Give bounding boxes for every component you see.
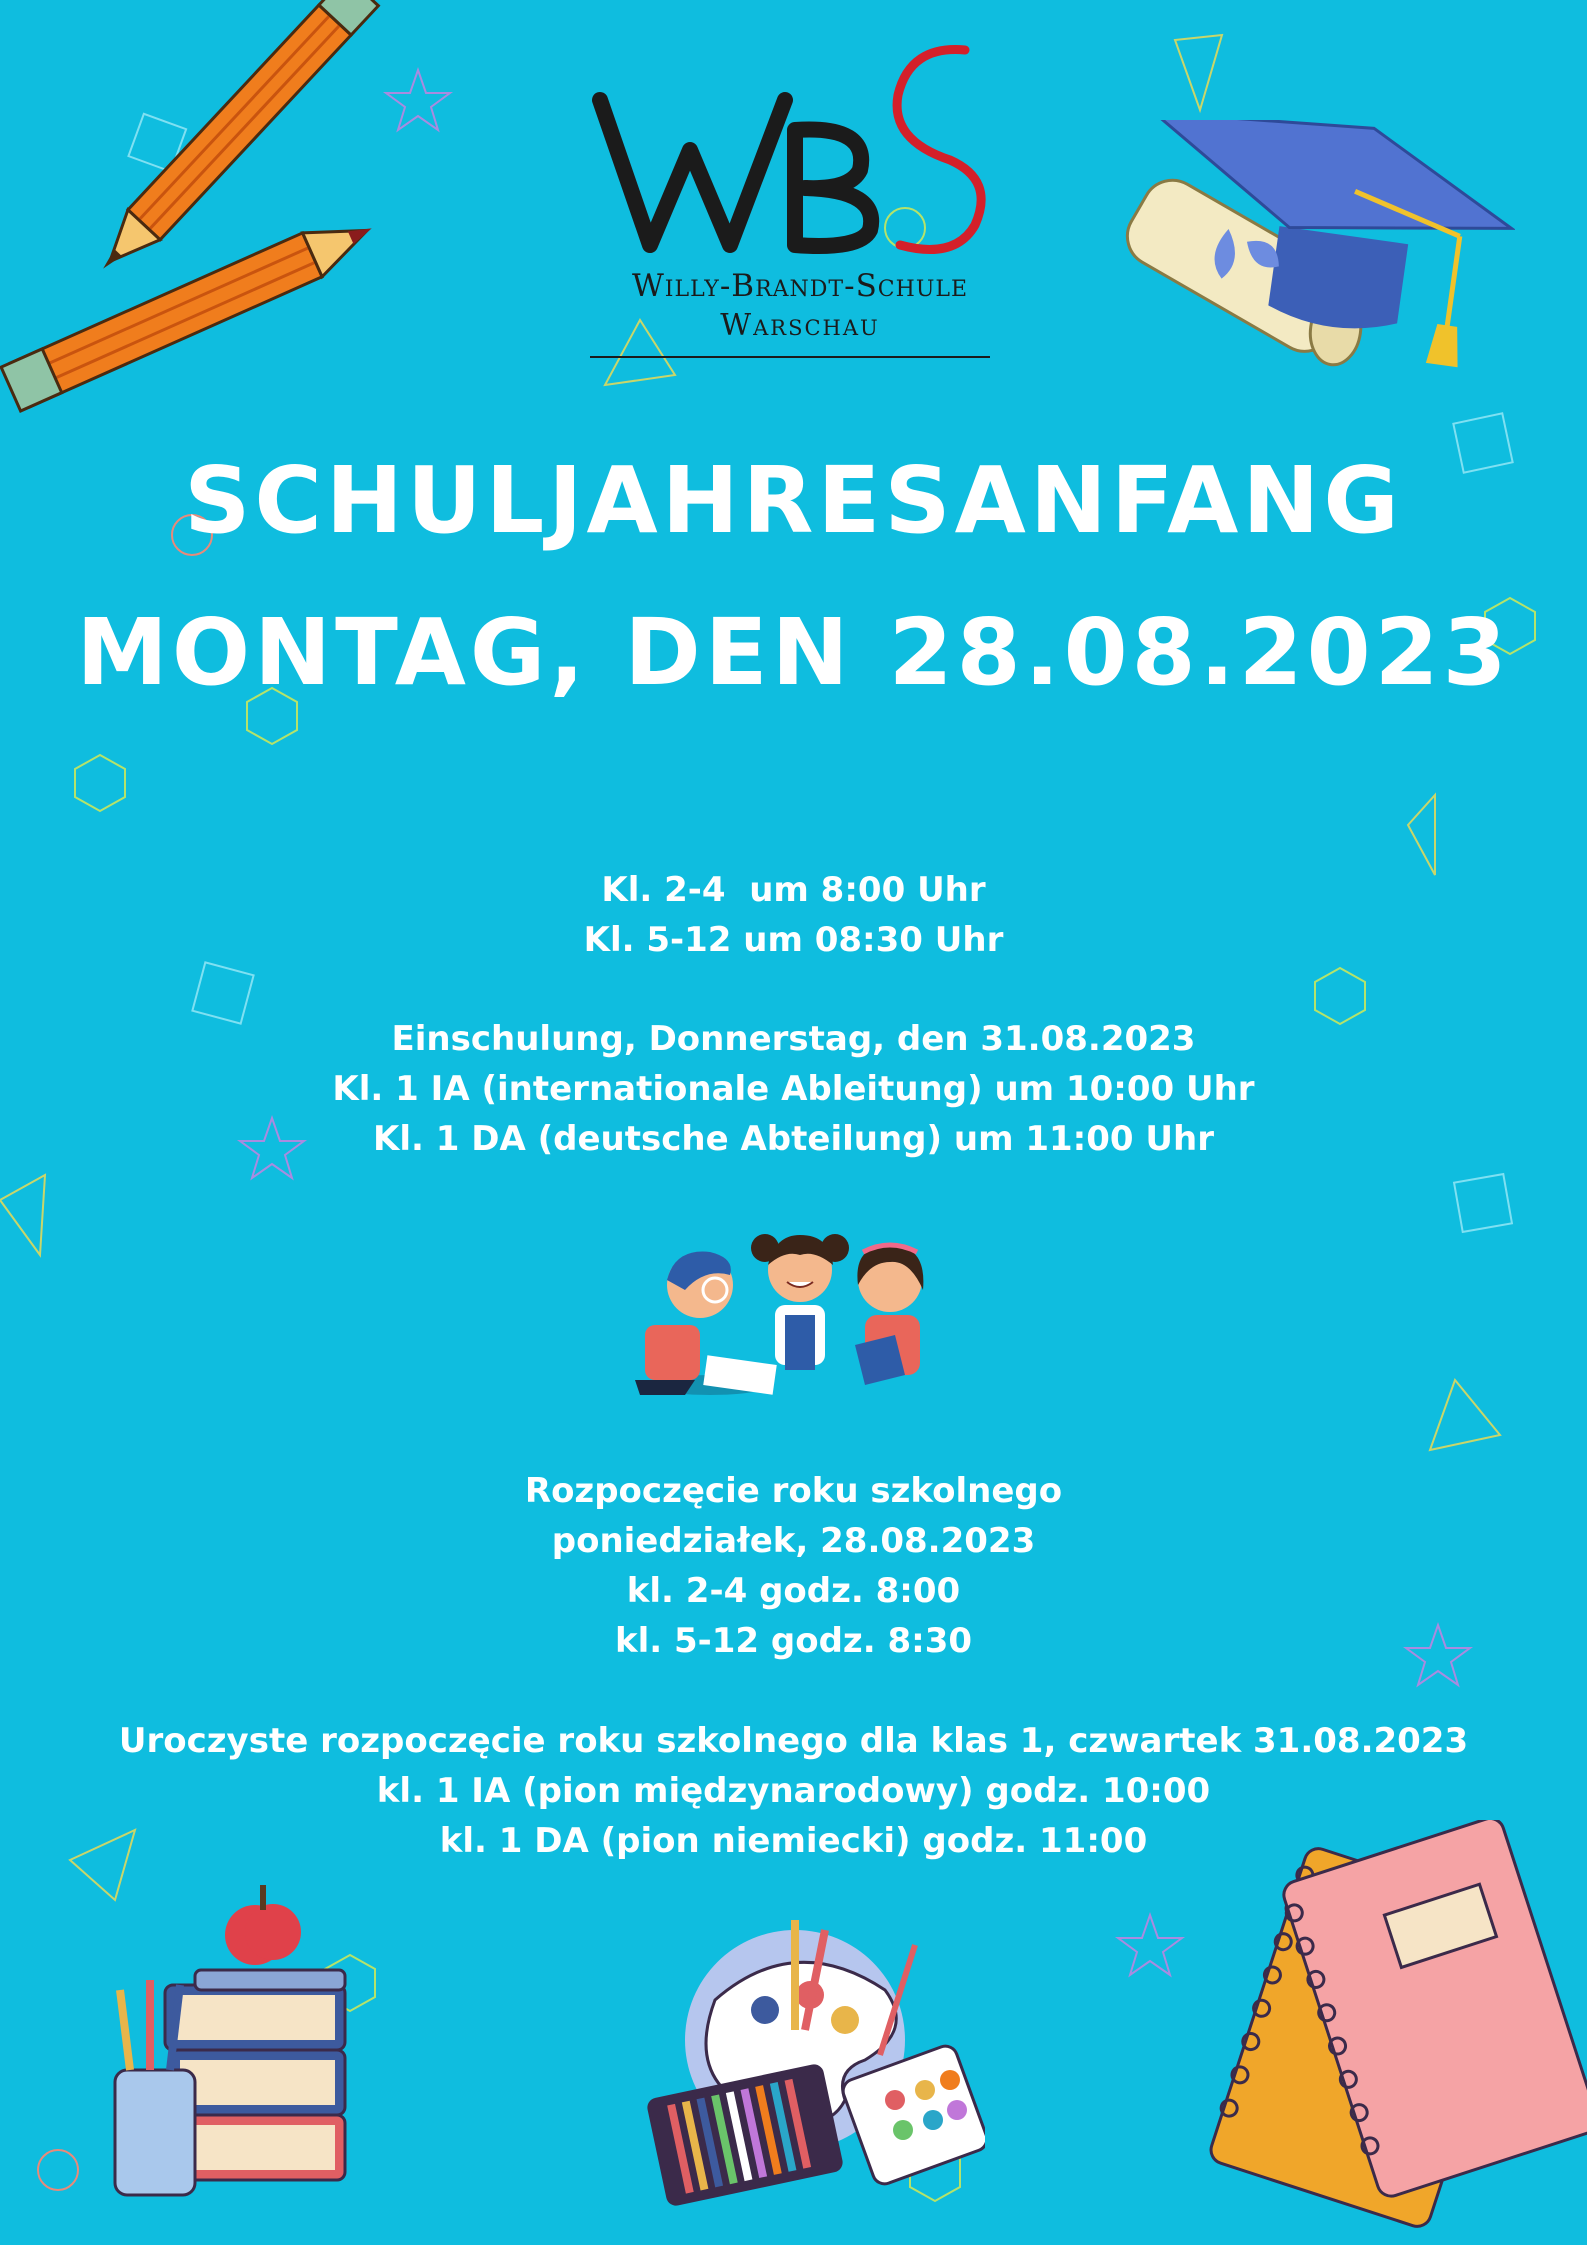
children-illustration bbox=[625, 1230, 945, 1400]
wbs-monogram-icon bbox=[580, 40, 1020, 270]
circle-outline-icon bbox=[38, 2150, 78, 2190]
logo-school-name: Willy-Brandt-Schule bbox=[631, 268, 969, 304]
german-times-block bbox=[0, 865, 1587, 965]
polish-ceremony-line: kl. 1 DA (pion niemiecki) godz. 11:00 bbox=[439, 1821, 1148, 1861]
german-enrollment-block bbox=[0, 1014, 1587, 1164]
german-time-line: Kl. 5-12 um 08:30 Uhr bbox=[583, 920, 1004, 960]
triangle-outline-icon bbox=[1430, 1380, 1500, 1450]
logo-city: Warschau bbox=[720, 308, 880, 343]
pencils-illustration bbox=[0, 0, 420, 430]
triangle-outline-icon bbox=[0, 1175, 45, 1255]
german-enrollment-line: Einschulung, Donnerstag, den 31.08.2023 bbox=[391, 1019, 1196, 1059]
school-logo bbox=[580, 40, 1020, 370]
polish-start-line: poniedziałek, 28.08.2023 bbox=[551, 1521, 1036, 1561]
headline-title: SCHULJAHRESANFANG bbox=[184, 447, 1403, 554]
polish-start-line: kl. 2-4 godz. 8:00 bbox=[626, 1571, 961, 1611]
logo-underline bbox=[590, 356, 990, 358]
polish-ceremony-line: kl. 1 IA (pion międzynarodowy) godz. 10:00 bbox=[376, 1771, 1211, 1811]
headline-date: MONTAG, DEN 28.08.2023 bbox=[76, 599, 1511, 706]
star-outline-icon bbox=[1118, 1915, 1182, 1975]
german-enrollment-line: Kl. 1 IA (internationale Ableitung) um 10:00 Uhr bbox=[332, 1069, 1255, 1109]
square-outline-icon bbox=[1454, 1174, 1512, 1232]
notebooks-illustration bbox=[1190, 1820, 1587, 2245]
triangle-outline-icon bbox=[1408, 795, 1435, 875]
german-time-line: Kl. 2-4 um 8:00 Uhr bbox=[601, 870, 986, 910]
polish-start-line: kl. 5-12 godz. 8:30 bbox=[614, 1621, 973, 1661]
german-enrollment-line: Kl. 1 DA (deutsche Abteilung) um 11:00 Uhr bbox=[372, 1119, 1215, 1159]
paint-palette-illustration bbox=[645, 1910, 985, 2210]
books-apple-illustration bbox=[95, 1860, 365, 2205]
polish-start-block bbox=[0, 1466, 1587, 1666]
graduation-cap-illustration bbox=[1105, 120, 1515, 410]
triangle-outline-icon bbox=[1175, 35, 1222, 110]
polish-ceremony-line: Uroczyste rozpoczęcie roku szkolnego dla klas 1, czwartek 31.08.2023 bbox=[118, 1721, 1469, 1761]
hexagon-outline-icon bbox=[75, 755, 125, 811]
polish-start-line: Rozpoczęcie roku szkolnego bbox=[524, 1471, 1063, 1511]
